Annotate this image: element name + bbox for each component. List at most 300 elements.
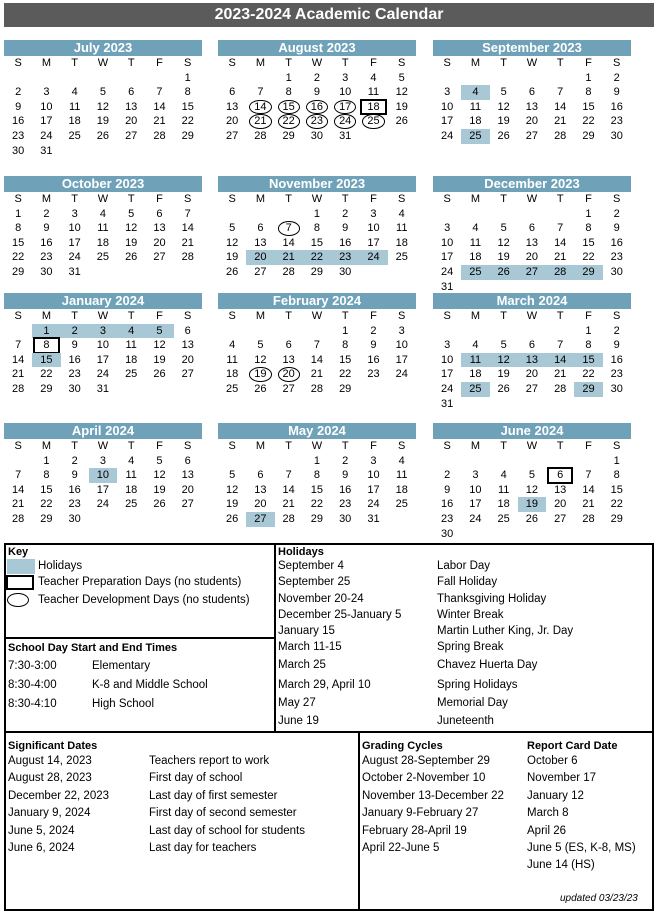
holiday-date: January 15 (278, 625, 335, 637)
holiday-swatch (7, 559, 35, 574)
weekday-header: M (470, 57, 480, 69)
day-cell: 2 (61, 324, 89, 339)
day-cell: 21 (12, 498, 25, 511)
day-cell: 7 (257, 86, 264, 99)
day-cell: 13 (282, 353, 295, 366)
month-march-2024 (433, 293, 631, 411)
weekday-header: F (370, 57, 377, 69)
weekday-header: T (285, 193, 293, 205)
day-cell: 23 (610, 368, 623, 381)
day-cell: 19 (96, 115, 110, 128)
day-cell: 12 (226, 236, 239, 249)
weekday-header: F (156, 310, 163, 322)
empty-cell (246, 324, 274, 339)
day-cell: 11 (125, 469, 137, 482)
weekday-header: T (341, 57, 349, 69)
day-cell: 2 (342, 454, 349, 467)
day-cell: 21 (181, 236, 194, 249)
day-cell: 16 (68, 483, 81, 496)
month-grid (433, 439, 631, 541)
day-cell: 21 (275, 250, 303, 265)
weekday-header: M (41, 57, 51, 69)
day-cell: 16 (610, 236, 623, 249)
day-cell: 3 (71, 207, 78, 220)
day-cell: 8 (32, 338, 60, 353)
empty-cell (461, 324, 489, 339)
day-cell: 8 (184, 86, 191, 99)
weekday-header: W (526, 57, 538, 69)
day-cell: 13 (525, 100, 539, 113)
day-cell: 1 (43, 454, 50, 467)
day-cell: 4 (472, 222, 479, 235)
day-cell: 26 (490, 265, 518, 280)
day-cell: 18 (68, 115, 81, 128)
day-cell: 27 (246, 512, 274, 527)
day-cell: 18 (96, 236, 110, 249)
significant-event: Last day of school for students (149, 824, 305, 837)
weekday-header: M (255, 57, 265, 69)
month-grid (4, 56, 202, 158)
day-cell: 27 (226, 129, 239, 142)
day-cell: 22 (40, 498, 53, 511)
key-prep-label: Teacher Preparation Days (no students) (38, 576, 242, 588)
day-cell: 12 (226, 483, 239, 496)
weekday-header: T (500, 193, 508, 205)
day-cell: 9 (313, 86, 320, 99)
weekday-header: F (585, 440, 592, 452)
day-cell: 3 (444, 86, 451, 99)
report-card-date: June 5 (ES, K-8, MS) (527, 842, 636, 854)
month-grid (433, 56, 631, 144)
day-cell: 28 (254, 129, 267, 142)
day-cell: 27 (554, 512, 567, 525)
weekday-header: T (285, 310, 293, 322)
day-cell: 21 (282, 498, 295, 511)
report-card-date: June 14 (HS) (527, 859, 595, 872)
day-cell: 10 (96, 339, 110, 352)
day-cell: 9 (71, 469, 78, 482)
significant-date: June 6, 2024 (8, 842, 75, 854)
holiday-date: November 20-24 (278, 593, 364, 605)
day-cell: 28 (12, 382, 25, 395)
day-cell: 19 (226, 251, 239, 264)
day-cell: 14 (153, 100, 166, 113)
day-cell: 25 (125, 498, 138, 511)
month-may-2024 (218, 423, 416, 527)
day-cell: 29 (40, 512, 53, 525)
empty-cell (518, 454, 546, 469)
day-cell: 17 (441, 368, 454, 381)
empty-cell (574, 454, 602, 469)
weekday-header: T (127, 440, 135, 452)
day-cell: 30 (610, 265, 623, 278)
day-cell: 24 (367, 498, 380, 511)
day-cell: 2 (15, 86, 22, 99)
empty-cell (546, 324, 574, 339)
day-cell: 28 (282, 265, 295, 278)
day-cell: 21 (246, 114, 274, 129)
day-cell: 12 (497, 100, 510, 113)
day-cell: 5 (398, 71, 405, 84)
day-cell: 25 (461, 265, 489, 280)
weekday-header: S (228, 440, 236, 452)
day-cell: 9 (342, 469, 349, 482)
day-cell: 23 (441, 512, 454, 525)
weekday-header: T (71, 440, 79, 452)
day-cell: 20 (181, 483, 194, 496)
day-cell: 8 (313, 222, 320, 235)
holiday-date: March 29, April 10 (278, 679, 371, 691)
empty-cell (461, 71, 489, 86)
empty-cell (32, 71, 60, 86)
day-cell: 7 (313, 339, 320, 352)
month-title: November 2023 (218, 176, 416, 192)
grading-cycle: April 22-June 5 (362, 842, 440, 854)
day-cell: 26 (497, 382, 510, 395)
weekday-header: F (370, 193, 377, 205)
day-cell: 24 (68, 251, 81, 264)
empty-cell (490, 454, 518, 469)
empty-cell (4, 454, 32, 469)
weekday-header: S (14, 440, 22, 452)
month-grid (218, 192, 416, 280)
day-cell: 25 (359, 114, 387, 129)
day-cell: 11 (97, 222, 109, 235)
significant-date: August 28, 2023 (8, 772, 92, 785)
day-cell: 23 (367, 368, 380, 381)
month-title: April 2024 (4, 423, 202, 439)
day-cell: 6 (257, 222, 264, 235)
school-times-title: School Day Start and End Times (8, 642, 178, 654)
day-cell: 19 (246, 367, 274, 382)
day-cell: 10 (89, 468, 117, 483)
month-december-2023 (433, 176, 631, 294)
day-cell: 22 (582, 368, 595, 381)
weekday-header: W (526, 193, 538, 205)
day-cell: 12 (96, 100, 110, 113)
day-cell: 27 (181, 498, 194, 511)
day-cell: 11 (68, 100, 81, 113)
day-cell: 19 (226, 498, 239, 511)
day-cell: 1 (613, 454, 620, 467)
day-cell: 31 (68, 265, 81, 278)
month-grid (433, 192, 631, 294)
day-cell: 4 (398, 454, 405, 467)
day-cell: 22 (40, 368, 53, 381)
weekday-header: M (41, 440, 51, 452)
day-cell: 16 (367, 353, 380, 366)
day-cell: 6 (229, 86, 236, 99)
day-cell: 6 (128, 86, 135, 99)
day-cell: 12 (153, 339, 166, 352)
day-cell: 17 (367, 483, 380, 496)
day-cell: 28 (554, 129, 567, 142)
weekday-header: W (97, 310, 109, 322)
school-time: 8:30-4:10 (8, 698, 57, 710)
day-cell: 1 (585, 71, 592, 84)
day-cell: 27 (125, 129, 138, 142)
day-cell: 15 (610, 483, 623, 496)
day-cell: 24 (96, 498, 110, 511)
day-cell: 14 (181, 222, 194, 235)
day-cell: 25 (395, 498, 408, 511)
day-cell: 28 (282, 512, 295, 525)
grading-cycle: January 9-February 27 (362, 807, 479, 820)
holiday-name: Winter Break (437, 609, 504, 621)
day-cell: 19 (153, 353, 166, 366)
day-cell: 21 (153, 115, 166, 128)
day-cell: 13 (226, 100, 239, 113)
day-cell: 20 (125, 115, 138, 128)
day-cell: 12 (254, 353, 267, 366)
day-cell: 13 (525, 236, 539, 249)
day-cell: 8 (15, 222, 22, 235)
day-cell: 14 (246, 100, 274, 115)
day-cell: 31 (441, 280, 454, 293)
day-cell: 2 (613, 71, 620, 84)
day-cell: 20 (246, 250, 274, 265)
weekday-header: S (14, 193, 22, 205)
day-cell: 7 (557, 339, 564, 352)
day-cell: 8 (313, 469, 320, 482)
month-grid (4, 192, 202, 280)
day-cell: 15 (310, 483, 324, 496)
day-cell: 17 (441, 251, 454, 264)
holiday-name: Fall Holiday (437, 576, 498, 588)
holiday-date: June 19 (278, 715, 319, 727)
day-cell: 7 (585, 469, 592, 482)
weekday-header: S (613, 440, 621, 452)
empty-cell (275, 324, 303, 339)
significant-event: Last day of first semester (149, 789, 278, 802)
day-cell: 22 (275, 114, 303, 129)
day-cell: 15 (40, 483, 53, 496)
day-cell: 10 (395, 339, 408, 352)
weekday-header: W (97, 57, 109, 69)
day-cell: 6 (285, 339, 292, 352)
day-cell: 23 (12, 129, 25, 142)
day-cell: 18 (125, 353, 138, 366)
significant-event: First day of second semester (149, 807, 297, 820)
holiday-name: Memorial Day (437, 697, 508, 709)
day-cell: 4 (398, 207, 405, 220)
school-time: 7:30-3:00 (8, 660, 57, 672)
day-cell: 5 (229, 222, 236, 235)
month-grid (433, 309, 631, 411)
day-cell: 20 (254, 498, 267, 511)
day-cell: 18 (469, 368, 482, 381)
empty-cell (433, 324, 461, 339)
month-grid (4, 309, 202, 397)
day-cell: 19 (497, 115, 510, 128)
day-cell: 10 (339, 86, 352, 99)
day-cell: 20 (181, 353, 194, 366)
day-cell: 14 (546, 353, 574, 368)
day-cell: 8 (285, 86, 292, 99)
month-november-2023 (218, 176, 416, 280)
day-cell: 20 (226, 115, 239, 128)
day-cell: 16 (339, 483, 352, 496)
day-cell: 30 (441, 527, 454, 540)
empty-cell (218, 71, 246, 86)
day-cell: 13 (125, 100, 138, 113)
weekday-header: T (127, 310, 135, 322)
day-cell: 13 (181, 339, 194, 352)
day-cell: 10 (367, 469, 380, 482)
day-cell: 15 (582, 236, 595, 249)
key-title: Key (8, 546, 29, 558)
empty-cell (518, 207, 546, 222)
significant-event: Teachers report to work (149, 755, 270, 767)
day-cell: 18 (395, 236, 408, 249)
day-cell: 15 (32, 353, 60, 368)
day-cell: 24 (441, 382, 454, 395)
day-cell: 18 (395, 483, 408, 496)
day-cell: 5 (229, 469, 236, 482)
month-title: September 2023 (433, 40, 631, 56)
day-cell: 30 (310, 129, 324, 142)
day-cell: 1 (342, 324, 349, 337)
day-cell: 25 (226, 382, 239, 395)
day-cell: 3 (43, 86, 50, 99)
divider-significant-grading (358, 731, 360, 911)
day-cell: 19 (497, 368, 510, 381)
day-cell: 11 (469, 236, 482, 249)
day-cell: 12 (490, 353, 518, 368)
day-cell: 27 (254, 265, 267, 278)
month-april-2024 (4, 423, 202, 527)
day-cell: 19 (125, 236, 138, 249)
day-cell: 7 (15, 339, 22, 352)
day-cell: 16 (12, 115, 25, 128)
day-cell: 21 (554, 251, 567, 264)
school-level: K-8 and Middle School (92, 679, 208, 691)
weekday-header: W (526, 310, 538, 322)
day-cell: 18 (125, 483, 138, 496)
day-cell: 28 (554, 382, 567, 395)
day-cell: 8 (613, 469, 620, 482)
day-cell: 30 (68, 512, 81, 525)
day-cell: 29 (574, 265, 602, 280)
day-cell: 14 (282, 483, 295, 496)
significant-event: First day of school (149, 772, 243, 785)
day-cell: 24 (40, 129, 53, 142)
day-cell: 3 (89, 324, 117, 339)
day-cell: 18 (497, 498, 510, 511)
school-time: 8:30-4:00 (8, 679, 57, 691)
weekday-header: M (255, 310, 265, 322)
empty-cell (546, 207, 574, 222)
day-cell: 27 (181, 368, 194, 381)
day-cell: 25 (461, 129, 489, 144)
day-cell: 24 (331, 114, 359, 129)
month-june-2024 (433, 423, 631, 541)
day-cell: 9 (71, 339, 78, 352)
day-cell: 30 (610, 382, 623, 395)
day-cell: 6 (528, 222, 535, 235)
day-cell: 5 (145, 324, 173, 339)
day-cell: 13 (554, 483, 567, 496)
weekday-header: T (556, 193, 564, 205)
day-cell: 12 (497, 236, 510, 249)
day-cell: 9 (613, 222, 620, 235)
empty-cell (518, 71, 546, 86)
day-cell: 16 (441, 498, 454, 511)
day-cell: 5 (500, 86, 507, 99)
day-cell: 4 (472, 339, 479, 352)
day-cell: 28 (12, 512, 25, 525)
month-title: March 2024 (433, 293, 631, 309)
report-card-date: November 17 (527, 772, 597, 785)
month-october-2023 (4, 176, 202, 280)
holiday-name: Martin Luther King, Jr. Day (437, 625, 574, 637)
weekday-header: F (156, 440, 163, 452)
weekday-header: S (184, 440, 192, 452)
day-cell: 2 (444, 469, 451, 482)
day-cell: 30 (339, 265, 352, 278)
month-title: May 2024 (218, 423, 416, 439)
day-cell: 3 (99, 454, 106, 467)
day-cell: 20 (153, 236, 166, 249)
day-cell: 26 (153, 368, 166, 381)
day-cell: 2 (613, 207, 620, 220)
day-cell: 20 (525, 115, 539, 128)
month-title: June 2024 (433, 423, 631, 439)
day-cell: 8 (342, 339, 349, 352)
day-cell: 12 (525, 483, 539, 496)
weekday-header: M (41, 310, 51, 322)
day-cell: 17 (441, 115, 454, 128)
empty-cell (518, 324, 546, 339)
day-cell: 9 (613, 339, 620, 352)
school-level: High School (92, 698, 155, 710)
weekday-header: W (311, 193, 323, 205)
day-cell: 18 (226, 368, 239, 381)
day-cell: 23 (339, 498, 352, 511)
weekday-header: W (311, 57, 323, 69)
day-cell: 18 (469, 251, 482, 264)
day-cell: 1 (184, 71, 191, 84)
grading-cycle: February 28-April 19 (362, 824, 467, 837)
day-cell: 8 (585, 222, 592, 235)
day-cell: 1 (313, 207, 320, 220)
divider-key-times (4, 637, 275, 639)
holiday-date: September 25 (278, 576, 351, 588)
weekday-header: F (156, 57, 163, 69)
weekday-header: F (585, 310, 592, 322)
day-cell: 6 (257, 469, 264, 482)
day-cell: 6 (528, 86, 535, 99)
day-cell: 17 (40, 115, 53, 128)
day-cell: 9 (15, 100, 22, 113)
day-cell: 31 (367, 512, 380, 525)
day-cell: 22 (303, 250, 331, 265)
day-cell: 21 (554, 368, 567, 381)
day-cell: 26 (96, 129, 110, 142)
day-cell: 31 (96, 382, 110, 395)
day-cell: 19 (153, 483, 166, 496)
day-cell: 10 (40, 100, 53, 113)
weekday-header: T (341, 440, 349, 452)
significant-date: January 9, 2024 (8, 807, 91, 820)
day-cell: 27 (525, 382, 539, 395)
day-cell: 16 (339, 236, 352, 249)
weekday-header: S (228, 57, 236, 69)
weekday-header: S (14, 57, 22, 69)
empty-cell (117, 71, 145, 86)
report-card-title: Report Card Date (527, 740, 618, 752)
empty-cell (461, 207, 489, 222)
